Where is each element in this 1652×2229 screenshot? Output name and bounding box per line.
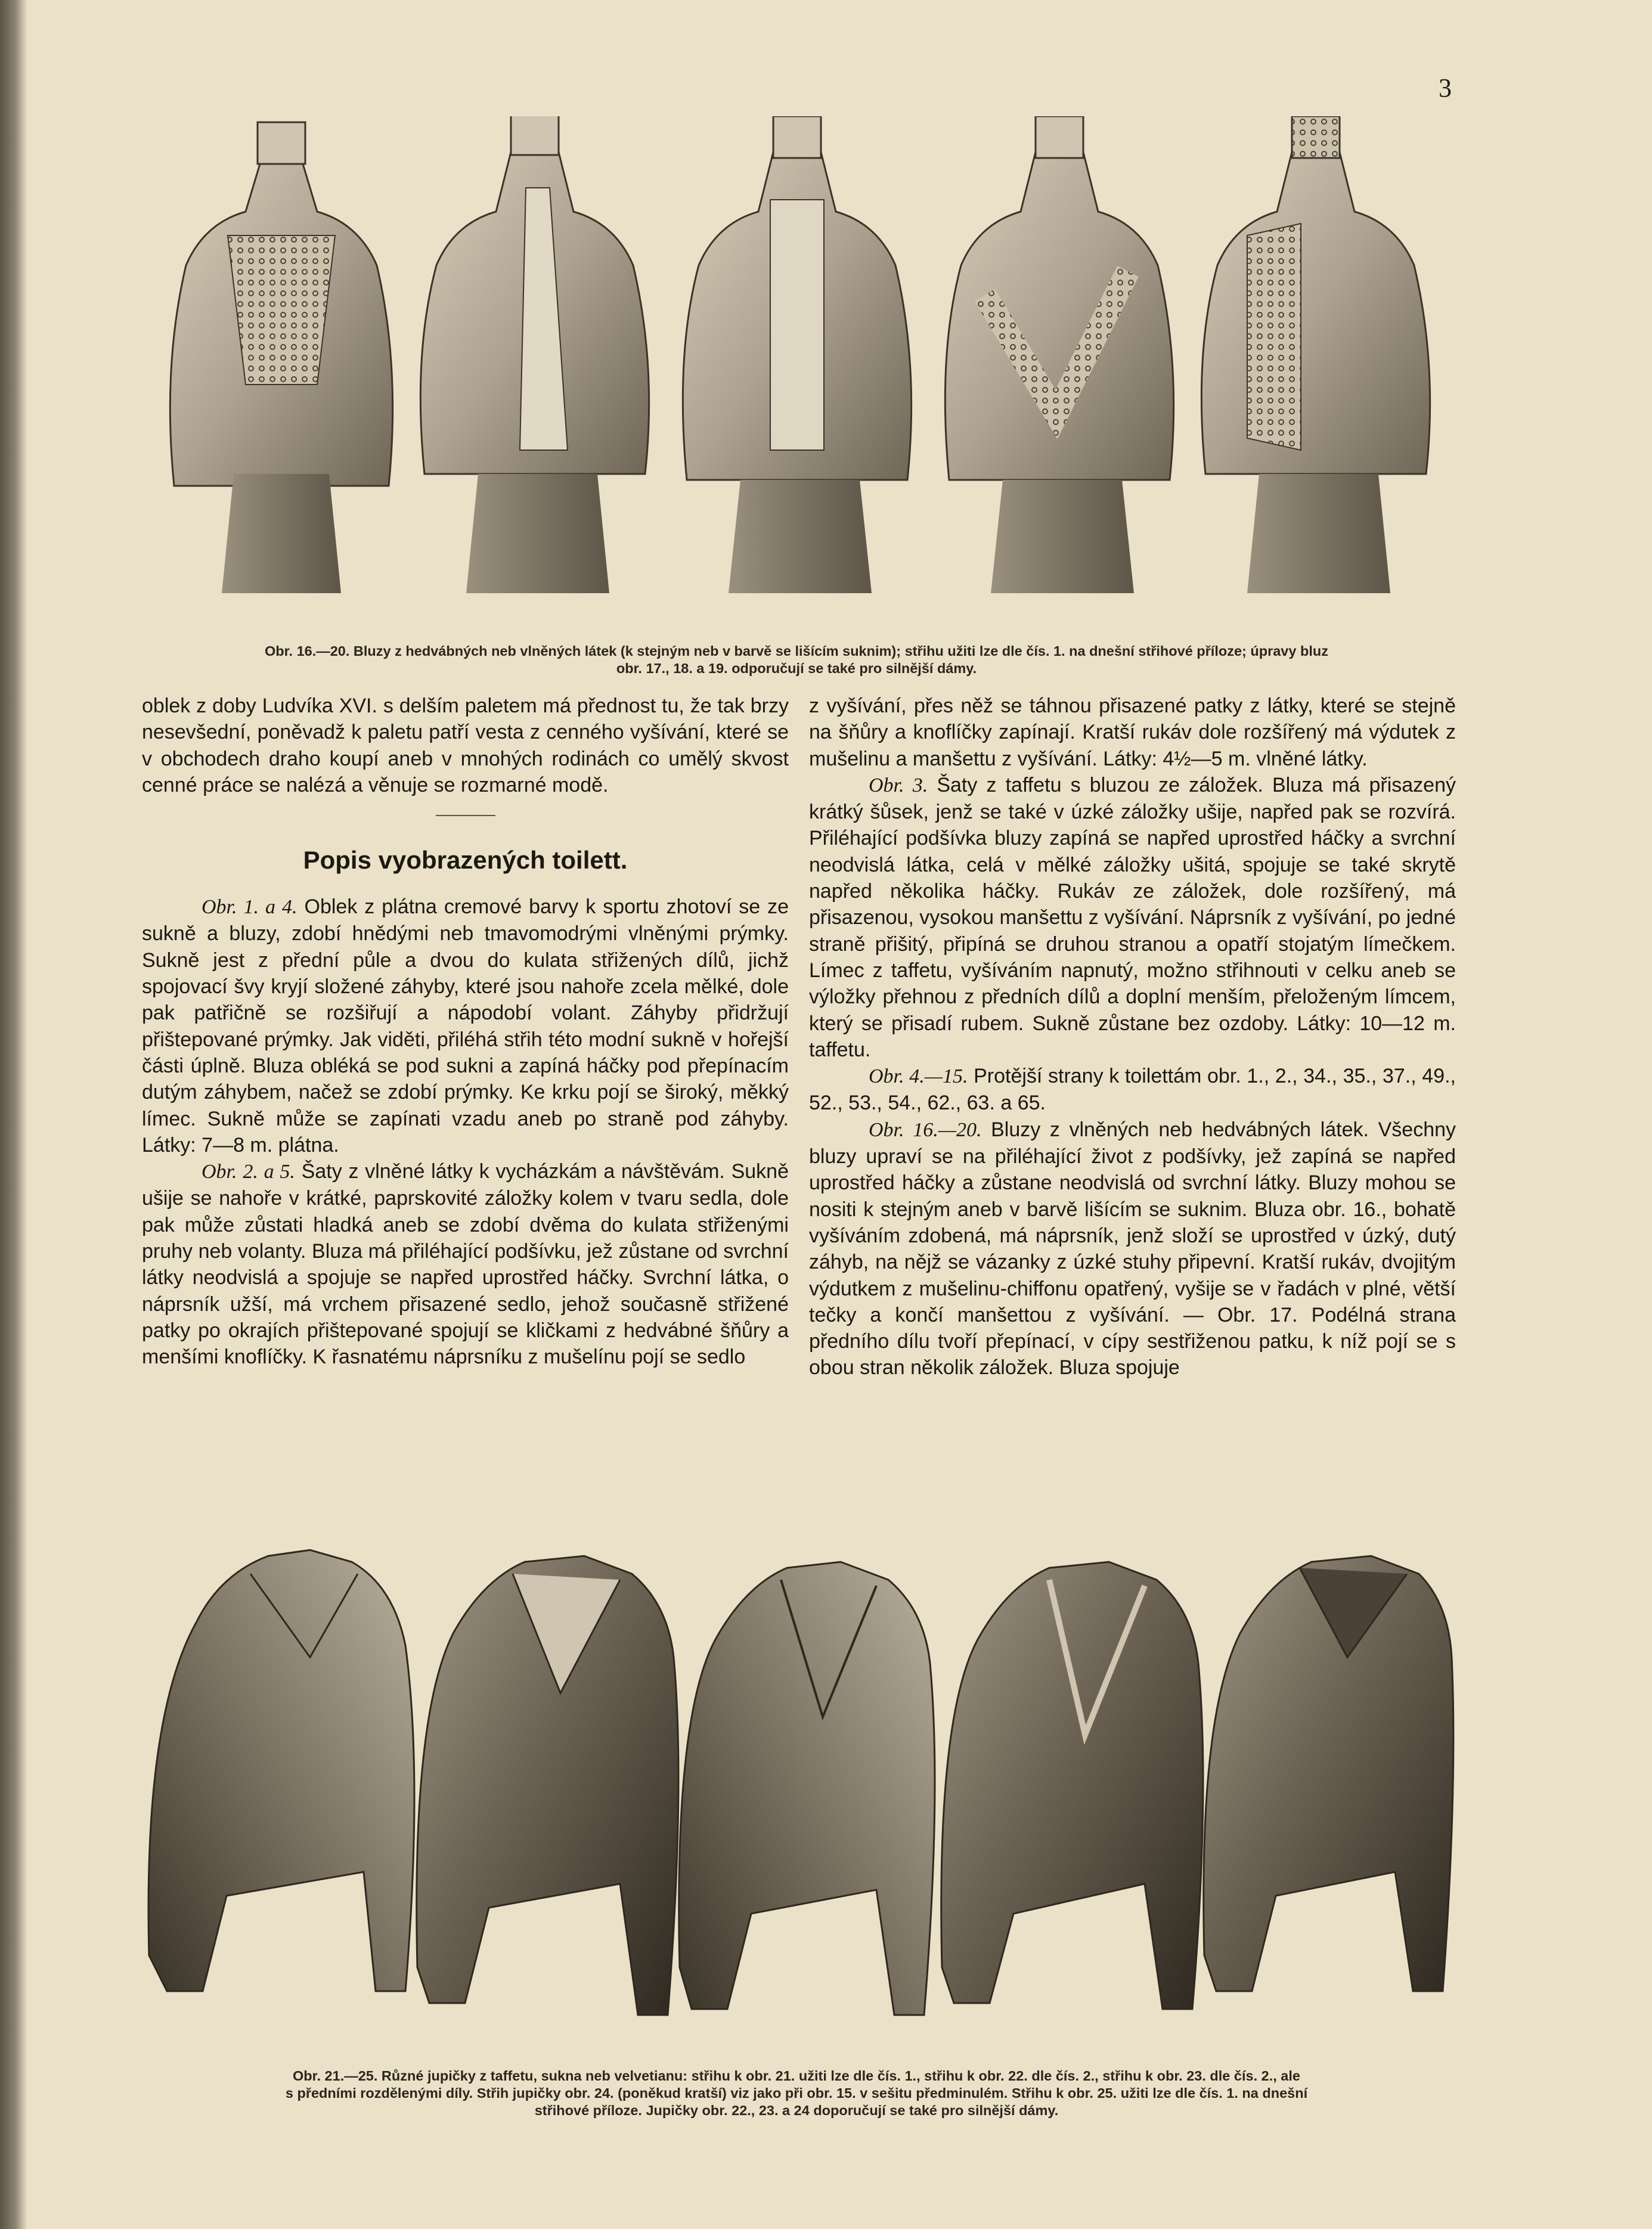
figure-reference: Obr. 1. a 4. <box>202 896 297 919</box>
jacket-illustration-22 <box>417 1556 678 2015</box>
jacket-illustration-23 <box>679 1562 935 2015</box>
jacket-illustration-25 <box>1204 1556 1453 1991</box>
top-illustration <box>138 116 1456 605</box>
right-intro-paragraph: z vyšívání, přes něž se táhnou přisazené patky z látky, které se stejně na šňůry a knoflíčky zapínají. Kratší rukáv dole rozšířený má výdutek z mušelinu a manšettu z vyšívání. Látky: 4½—5 m. vlněné látky. <box>809 695 1456 770</box>
paragraph-text: Šaty z vlněné látky k vycházkám a návštěvám. Sukně ušije se nahoře v krátké, paprskovité záložky kolem v tvaru sedla, dole pak může zůstati hladká aneb se zdobí dvěma do kulata střiženými pruhy neb volanty. Bluza má přiléhající podšívku, jež zůstane od svrchní látky neodvislá a spojuje se napřed uprostřed háčky. Svrchní látka, o náprsník užší, má vrchem přisazené sedlo, jehož současně střižené patky po okrajích přištepované spojují se kličkami z hedvábné šňůry a menšími knoflíčky. K řasnatému náprsníku z mušelínu pojí se sedlo <box>142 1160 789 1369</box>
figure-reference: Obr. 2. a 5. <box>202 1161 295 1183</box>
bottom-caption-line-3: střihové příloze. Jupičky obr. 22., 23. a 24 doporučují se také pro silnější dámy. <box>534 2103 1059 2118</box>
jackets-engraving <box>131 1538 1461 2051</box>
paragraph-obr-2-5 <box>142 1158 789 1370</box>
blouse-illustration-18 <box>683 116 911 593</box>
figure-reference: Obr. 16.—20. <box>869 1118 982 1141</box>
section-divider <box>436 815 495 816</box>
blouse-illustration-20 <box>1201 116 1430 593</box>
left-text-column <box>142 693 789 1371</box>
section-heading: Popis vyobrazených toilett. <box>303 846 628 875</box>
jacket-illustration-21 <box>148 1550 414 1991</box>
page-binding-shadow <box>0 0 27 2229</box>
paragraph-text: Bluzy z vlněných neb hedvábných látek. Všechny bluzy upraví se na přiléhající život z podšívky, jež zapíná se napřed uprostřed háčky a zůstane neodvislá od svrchní látky. Bluzy mohou se nositi k stejným aneb v barvě lišícím se suknim. Bluza obr. 16., bohatě vyšíváním zdobená, má náprsník, jenž složí se uprostřed v úzký, dutý záhyb, na nějž se vázanky z úzké stuhy připevní. Kratší rukáv, dvojitým výdutkem z mušelinu-chiffonu opatřený, vyšije se v řadách v plné, větší tečky a končí manšettou z vyšívání. — Obr. 17. Podélná strana předního dílu tvoří přepínací, v cípy sestřiženou patku, k níž pojí se s obou stran několik záložek. Bluza spojuje <box>809 1118 1456 1379</box>
paragraph-obr-1-4 <box>142 894 789 1158</box>
paragraph-obr-4-15 <box>809 1063 1456 1117</box>
paragraph-text: Protější strany k toilettám obr. 1., 2., 34., 35., 37., 49., 52., 53., 54., 62., 63. a 65. <box>809 1065 1456 1115</box>
page-number: 3 <box>1439 73 1452 103</box>
paragraph-text: Šaty z taffetu s bluzou ze záložek. Bluza má přisazený krátký šůsek, jenž se také v úzké záložky ušije, napřed pak se rozvírá. Přiléhající podšívka bluzy zapíná se napřed uprostřed háčky a svrchní neodvislá látka, celá v mělké záložky ušitá, spojuje se také skrytě napřed několika háčky. Rukáv ze záložek, dole rozšířený, má přisazenou, vysokou manšettu z vyšívání. Náprsník z vyšívání, po jedné straně přišitý, připíná se druhou stranou a opatří stojatým límečkem. Límec z taffetu, vyšíváním napnutý, možno střihnouti v celku aneb se výložky přehnou z předních dílů a doplní menším, přeloženým límcem, který se přisadí rubem. Sukně zůstane bez ozdoby. Látky: 10—12 m. taffetu. <box>809 773 1456 1061</box>
blouse-illustration-17 <box>420 116 649 593</box>
blouses-engraving <box>138 116 1456 605</box>
figure-reference: Obr. 4.—15. <box>869 1065 968 1088</box>
bottom-figure-caption <box>141 2067 1452 2119</box>
jacket-illustration-24 <box>941 1562 1203 2009</box>
top-caption-line-1: Obr. 16.—20. Bluzy z hedvábných neb vlněných látek (k stejným neb v barvě se lišícím suknim); střihu užiti lze dle čís. 1. na dnešní střihové příloze; úpravy bluz <box>265 643 1328 659</box>
top-caption-line-2: obr. 17., 18. a 19. odporučují se také pro silnější dámy. <box>616 661 977 676</box>
left-intro-paragraph: oblek z doby Ludvíka XVI. s delším paletem má přednost tu, že tak brzy nesevšední, poněvadž k paletu patří vesta z cenného vyšívání, které se v obchodech draho koupí aneb v mnohých rodinách co umělý skvost cenné práce se nalézá a věnuje se rozmarné modě. <box>142 695 789 796</box>
blouse-illustration-19 <box>945 116 1173 593</box>
bottom-illustration <box>131 1538 1461 2051</box>
bottom-caption-line-2: s předními rozdělenými díly. Střih jupičky obr. 24. (poněkud kratší) viz jako při obr. 15. v sešitu předminulém. Střihu k obr. 25. užiti lze dle čís. 1. na dnešní <box>285 2085 1308 2101</box>
figure-reference: Obr. 3. <box>869 774 928 796</box>
right-text-column <box>809 693 1456 1381</box>
paragraph-obr-16-20 <box>809 1117 1456 1381</box>
paragraph-text: Oblek z plátna cremové barvy k sportu zhotoví se ze sukně a bluzy, zdobí hnědými neb tmavomodrými vlněnými prýmky. Sukně jest z přední půle a dvou do kulata střižených dílů, jichž spojovací švy kryjí složené záhyby, které jsou nahoře zcela mělké, dole pak patřičně se rozšiřují a nápodobí volant. Záhyby přidržují přištepované prýmky. Jak viděti, přiléhá střih této modní sukně v hořejší části úplně. Bluza obléká se pod sukni a zapíná háčky pod přepínacím dutým záhybem, načež se zdobí prýmky. Ke krku pojí se široký, měkký límec. Sukně může se zapínati vzadu aneb po straně pod záhyby. Látky: 7—8 m. plátna. <box>142 895 789 1157</box>
blouse-illustration-16 <box>170 122 392 593</box>
paragraph-obr-3 <box>809 772 1456 1063</box>
bottom-caption-line-1: Obr. 21.—25. Různé jupičky z taffetu, sukna neb velvetianu: střihu k obr. 21. užiti lze dle čís. 1., střihu k obr. 22. dle čís. 2., střihu k obr. 23. dle čís. 2., ale <box>293 2068 1300 2084</box>
top-figure-caption <box>141 643 1452 677</box>
